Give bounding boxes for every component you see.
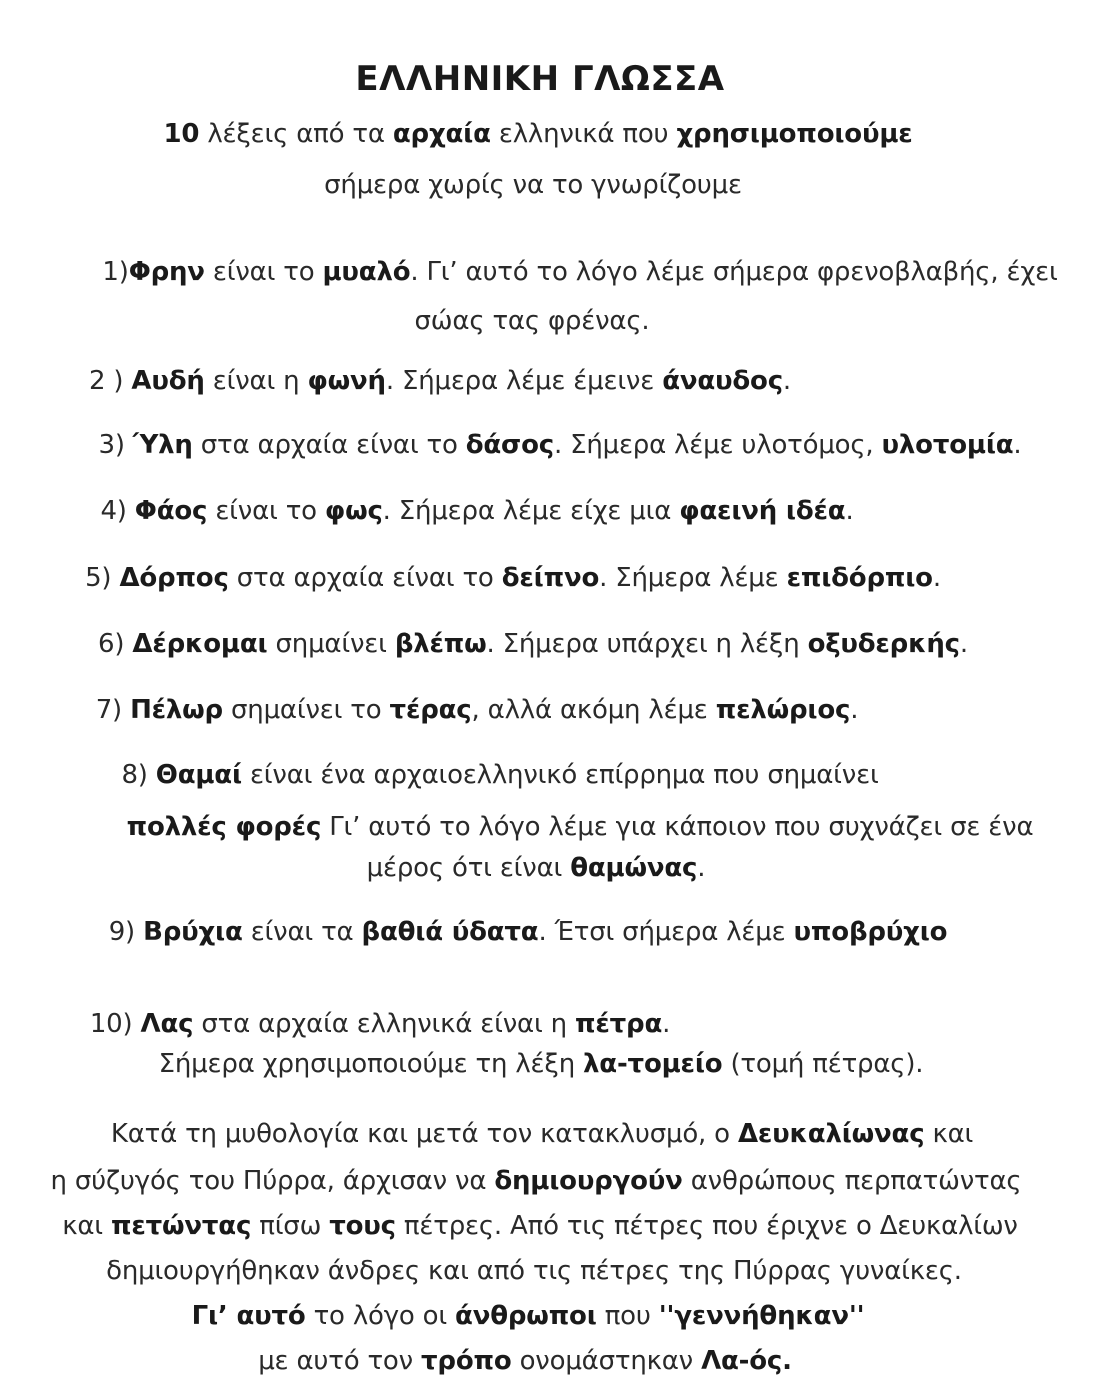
bold-text: τους — [329, 1211, 396, 1241]
text: ανθρώπους περπατώντας — [682, 1166, 1022, 1196]
text: . Γι’ αυτό το λόγο λέμε σήμερα φρενοβλαβής, έχει — [410, 257, 1058, 287]
bold-text: υλοτομία — [881, 430, 1014, 460]
text: 8) — [121, 760, 156, 790]
text: . — [782, 366, 791, 396]
text: η σύζυγός του Πύρρα, άρχισαν να — [50, 1166, 495, 1196]
myth-line-5 — [192, 1299, 865, 1333]
bold-text: βλέπω — [394, 629, 487, 659]
bold-text: δημιουργούν — [494, 1166, 683, 1196]
item-5 — [85, 561, 941, 595]
text: , αλλά ακόμη λέμε — [471, 695, 716, 725]
item-6 — [98, 627, 968, 661]
bold-text: Πέλωρ — [130, 695, 223, 725]
bold-text: χρησιμοποιούμε — [676, 119, 913, 149]
bold-text: Φάος — [134, 496, 208, 526]
text: δημιουργήθηκαν άνδρες και από τις πέτρες της Πύρρας γυναίκες. — [106, 1256, 962, 1286]
bold-text: τρόπο — [421, 1346, 512, 1376]
bold-text: Φρην — [128, 257, 205, 287]
bold-text: πετώντας — [110, 1211, 252, 1241]
text: λέξεις από τα — [199, 119, 393, 149]
bold-text: άναυδος — [662, 366, 783, 396]
text: στα αρχαία είναι το — [228, 563, 502, 593]
bold-text: Ύλη — [132, 430, 193, 460]
bold-text: Λα-ός. — [701, 1346, 792, 1376]
text: . — [697, 853, 706, 883]
item-4 — [100, 494, 853, 528]
bold-text: οξυδερκής — [807, 629, 960, 659]
text: . — [662, 1009, 671, 1039]
text: που — [596, 1301, 659, 1331]
page-title: ΕΛΛΗΝΙΚΗ ΓΛΩΣΣΑ — [355, 59, 725, 99]
item-7 — [96, 693, 859, 727]
item-10-line-1 — [90, 1007, 670, 1041]
text: σώας τας φρένας. — [414, 306, 650, 336]
bold-text: πελώριος — [715, 695, 851, 725]
bold-text: μυαλό — [322, 257, 411, 287]
text: . Έτσι σήμερα λέμε — [538, 917, 794, 947]
subtitle-line-2 — [324, 168, 742, 202]
text: . Σήμερα λέμε είχε μια — [382, 496, 680, 526]
text: σήμερα χωρίς να το γνωρίζουμε — [324, 170, 742, 200]
text: στα αρχαία ελληνικά είναι η — [193, 1009, 575, 1039]
text: . — [932, 563, 941, 593]
myth-line-6 — [258, 1344, 792, 1378]
bold-text: επιδόρπιο — [786, 563, 933, 593]
text: Γι’ αυτό το λόγο λέμε για κάποιον που συχνάζει σε ένα — [321, 812, 1034, 842]
text: είναι τα — [242, 917, 362, 947]
text: 5) — [85, 563, 120, 593]
text: είναι το — [204, 257, 323, 287]
text: . — [1013, 430, 1022, 460]
bold-text: θαμώνας — [570, 853, 698, 883]
text: . Σήμερα λέμε — [599, 563, 787, 593]
text: (τομή πέτρας). — [722, 1049, 924, 1079]
bold-text: Δέρκομαι — [132, 629, 268, 659]
text: μέρος ότι είναι — [366, 853, 571, 883]
text: πέτρες. Από τις πέτρες που έριχνε ο Δευκαλίων — [395, 1211, 1018, 1241]
text: Κατά τη μυθολογία και μετά τον κατακλυσμό, ο — [110, 1119, 738, 1149]
item-9 — [109, 915, 948, 949]
item-2 — [89, 364, 791, 398]
item-8-line-1 — [121, 758, 878, 792]
text: είναι η — [204, 366, 308, 396]
text: σημαίνει το — [222, 695, 390, 725]
text: 3) — [98, 430, 133, 460]
text: στα αρχαία είναι το — [192, 430, 466, 460]
text: 4) — [100, 496, 135, 526]
item-8-line-3 — [367, 851, 706, 885]
text: 6) — [98, 629, 133, 659]
bold-text: 10 — [163, 119, 200, 149]
text: 7) — [95, 695, 131, 725]
bold-text: βαθιά ύδατα — [361, 917, 539, 947]
text: με αυτό τον — [258, 1346, 422, 1376]
bold-text: αρχαία — [392, 119, 491, 149]
bold-text: Αυδή — [131, 366, 205, 396]
item-1-line-2 — [415, 304, 650, 338]
bold-text: λα-τομείο — [583, 1049, 723, 1079]
bold-text: ''γεννήθηκαν'' — [658, 1301, 865, 1331]
text: . — [959, 629, 968, 659]
bold-text: πολλές φορές — [126, 812, 322, 842]
text: . Σήμερα λέμε υλοτόμος, — [553, 430, 882, 460]
myth-line-3 — [62, 1209, 1018, 1243]
bold-text: πέτρα — [575, 1009, 663, 1039]
myth-line-1 — [111, 1117, 973, 1151]
text: 1) — [102, 257, 129, 287]
myth-line-4 — [106, 1254, 962, 1288]
text: και — [62, 1211, 111, 1241]
text: και — [924, 1119, 974, 1149]
bold-text: φως — [324, 496, 383, 526]
bold-text: φαεινή ιδέα — [679, 496, 846, 526]
bold-text: τέρας — [389, 695, 472, 725]
subtitle-line-1 — [163, 117, 912, 151]
bold-text: φωνή — [307, 366, 386, 396]
bold-text: δάσος — [465, 430, 554, 460]
text: ονομάστηκαν — [511, 1346, 702, 1376]
bold-text: άνθρωποι — [455, 1301, 597, 1331]
bold-text: Λας — [140, 1009, 194, 1039]
text: 2 ) — [89, 366, 132, 396]
text: . Σήμερα υπάρχει η λέξη — [486, 629, 808, 659]
text: . Σήμερα λέμε έμεινε — [385, 366, 663, 396]
text: πίσω — [251, 1211, 330, 1241]
text: είναι ένα αρχαιοελληνικό επίρρημα που σημαίνει — [241, 760, 879, 790]
text: Σήμερα χρησιμοποιούμε τη λέξη — [158, 1049, 584, 1079]
myth-line-2 — [51, 1164, 1022, 1198]
text: 9) — [108, 917, 144, 947]
bold-text: Δόρπος — [119, 563, 229, 593]
text: ελληνικά που — [490, 119, 677, 149]
item-8-line-2 — [127, 810, 1034, 844]
text: το λόγο οι — [305, 1301, 456, 1331]
bold-text: Δευκαλίωνας — [737, 1119, 925, 1149]
bold-text: Γι’ αυτό — [191, 1301, 306, 1331]
text: είναι το — [207, 496, 325, 526]
bold-text: υποβρύχιο — [793, 917, 948, 947]
text: 10) — [89, 1009, 141, 1039]
bold-text: Θαμαί — [155, 760, 242, 790]
text: σημαίνει — [267, 629, 395, 659]
item-1-line-1 — [102, 255, 1057, 289]
item-10-line-2 — [159, 1047, 924, 1081]
text: . — [850, 695, 859, 725]
item-3 — [99, 428, 1022, 462]
bold-text: Βρύχια — [143, 917, 243, 947]
bold-text: δείπνο — [501, 563, 600, 593]
text: . — [845, 496, 854, 526]
